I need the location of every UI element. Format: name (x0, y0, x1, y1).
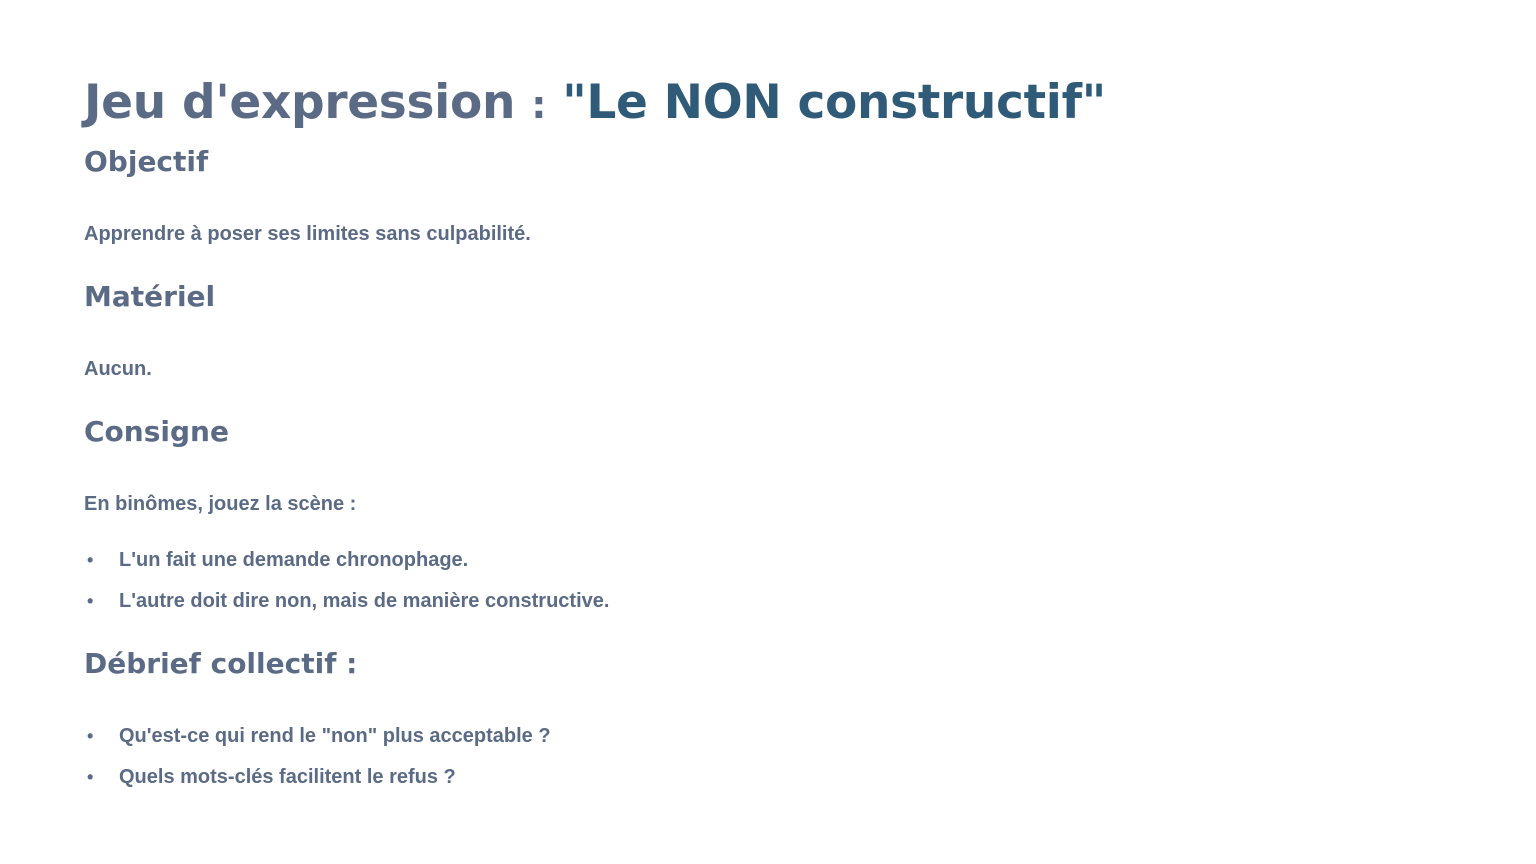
heading-objectif: Objectif (84, 145, 209, 178)
text-objectif: Apprendre à poser ses limites sans culpabilité. (84, 223, 531, 245)
text-consigne: En binômes, jouez la scène : (84, 493, 357, 515)
heading-materiel: Matériel (84, 280, 216, 313)
list-item-text: Quels mots-clés facilitent le refus ? (119, 766, 456, 788)
list-item-text: Qu'est-ce qui rend le "non" plus acceptable ? (119, 725, 551, 747)
list-item-text: L'autre doit dire non, mais de manière constructive. (119, 590, 610, 612)
title-separator: : (531, 83, 547, 127)
title-prefix: Jeu d'expression (84, 75, 516, 130)
heading-debrief: Débrief collectif : (84, 647, 358, 680)
bullet-icon: • (87, 767, 94, 787)
list-item-text: L'un fait une demande chronophage. (119, 549, 469, 571)
heading-consigne: Consigne (84, 415, 229, 448)
slide (84, 0, 1484, 864)
bullet-icon: • (87, 591, 94, 611)
bullet-icon: • (87, 550, 94, 570)
text-materiel: Aucun. (84, 358, 152, 380)
bullet-icon: • (87, 726, 94, 746)
page-title (84, 72, 1106, 136)
title-highlight: "Le NON constructif" (562, 75, 1106, 130)
